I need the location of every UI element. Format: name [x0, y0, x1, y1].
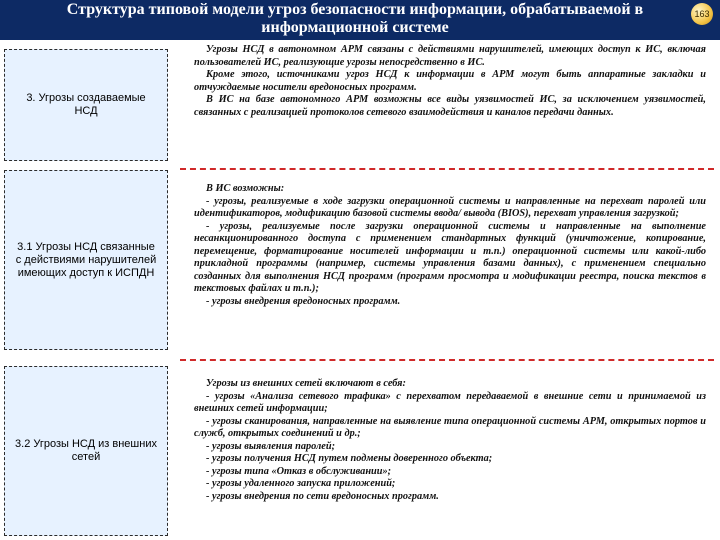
list-item: - угрозы, реализуемые в ходе загрузки операционной системы и направленные на перехват паролей или идентификаторов, модификацию базовой системы ввода/ вывода (BIOS), перехват управления загрузкой; — [194, 195, 706, 219]
section-label: 3.1 Угрозы НСД связанные с действиями нарушителей имеющих доступ к ИСПДН — [15, 240, 157, 279]
list-item: - угрозы удаленного запуска приложений; — [206, 478, 396, 489]
list-item: - угрозы внедрения вредоносных программ. — [206, 295, 401, 307]
paragraph: В ИС возможны: — [206, 183, 285, 194]
section-description — [194, 378, 706, 503]
section-divider — [180, 168, 714, 170]
list-item: - угрозы внедрения по сети вредоносных программ. — [206, 490, 439, 502]
page-title: Структура типовой модели угроз безопасности информации, обрабатываемой в информационной системе — [66, 1, 644, 36]
list-item: - угрозы получения НСД путем подмены доверенного объекта; — [206, 453, 493, 464]
section-label: 3. Угрозы создаваемые НСД — [26, 92, 146, 117]
paragraph: Угрозы НСД в автономном АРМ связаны с действиями нарушителей, имеющих доступ к ИС, включая пользователей ИС, реализующие угрозы непосредственно в ИС. — [194, 44, 706, 68]
section-label: 3.2 Угрозы НСД из внешних сетей — [15, 438, 157, 463]
list-item: - угрозы типа «Отказ в обслуживании»; — [206, 465, 392, 477]
paragraph: Кроме этого, источниками угроз НСД к информации в АРМ могут быть аппаратные закладки и отчуждаемые носители вредоносных программ. — [194, 69, 706, 93]
paragraph: В ИС на базе автономного АРМ возможны все виды уязвимостей ИС, за исключением уязвимостей, связанных с реализацией протоколов сетевого взаимодействия и каналов передачи данных. — [194, 94, 706, 118]
section-description — [194, 183, 706, 308]
paragraph: Угрозы из внешних сетей включают в себя: — [206, 378, 406, 389]
list-item: - угрозы «Анализа сетевого трафика» с перехватом передаваемой в внешние сети и принимаемой из внешних сетей информации; — [194, 390, 706, 414]
section-divider — [180, 359, 714, 361]
list-item: - угрозы, реализуемые после загрузки операционной системы и направленные на выполнение несанкционированного доступа с применением стандартных функций (уничтожение, копирование, перемещение, форматирование носителей информации и т.п.) операционной системы или какой-либо прикладной программы (например, системы управления базами данных), с применением специально созданных для выполнения НСД программ (программ просмотра и модификации реестра, поиска текстов в текстовых файлах и т.п.); — [194, 220, 706, 294]
page-number-badge: 163 — [691, 3, 713, 25]
section-label-box — [4, 366, 168, 536]
section-description — [194, 44, 706, 119]
section-label-box — [4, 49, 168, 161]
list-item: - угрозы сканирования, направленные на выявление типа операционной системы АРМ, открытых портов и служб, открытых соединений и др.; — [194, 415, 706, 439]
list-item: - угрозы выявления паролей; — [206, 440, 336, 452]
section-label-box — [4, 170, 168, 350]
